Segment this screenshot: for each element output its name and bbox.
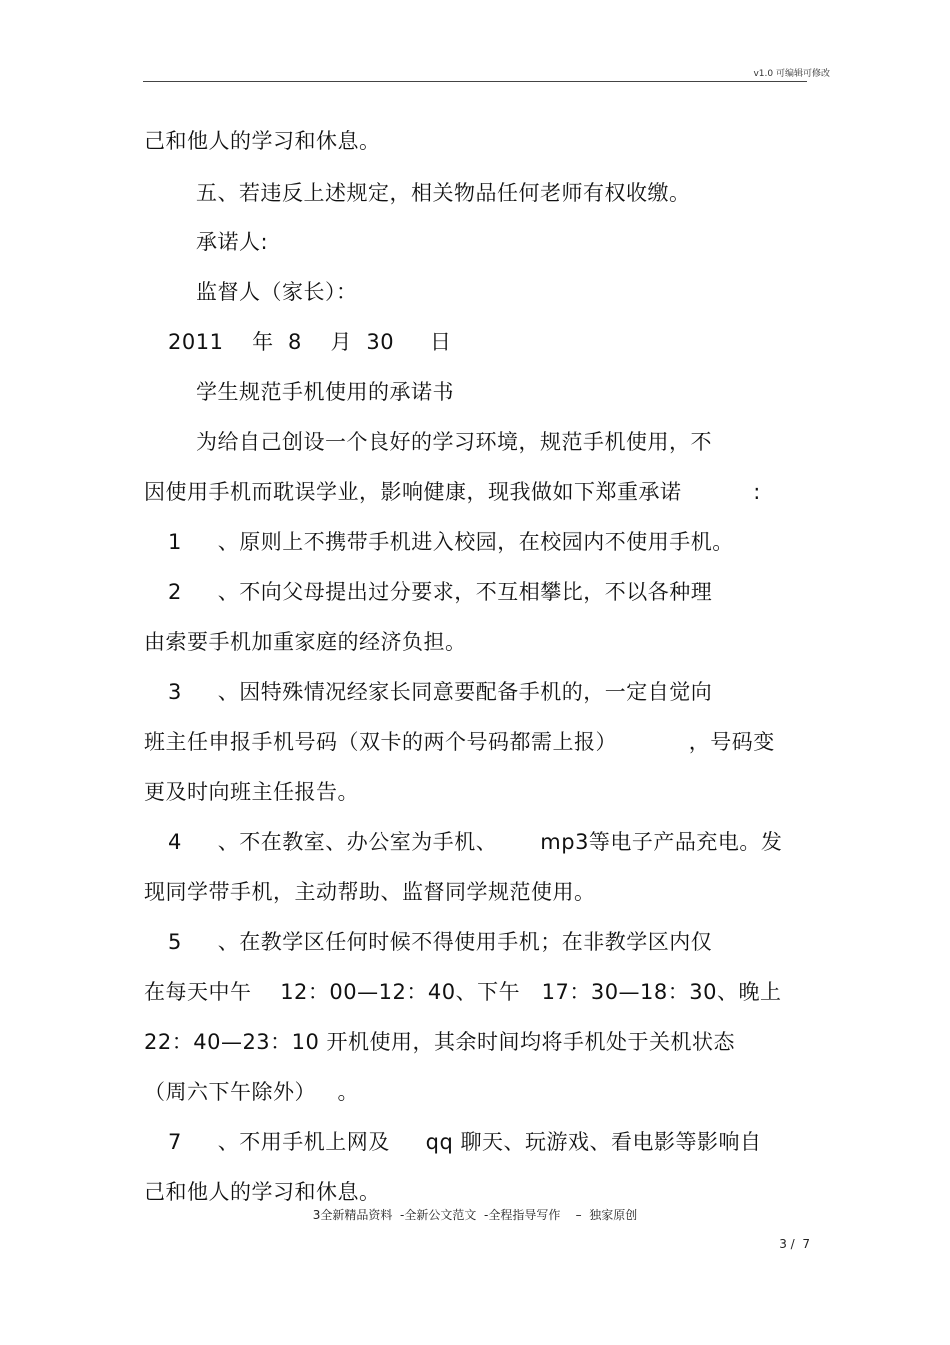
header-version-tag: v1.0 可编辑可修改: [753, 69, 830, 79]
footer-note: 3全新精品资料 -全新公文范文 -全程指导写作 – 独家原创: [312, 1208, 638, 1222]
date-line: 2011 年 8 月 30 日: [168, 330, 452, 354]
document-title: 学生规范手机使用的承诺书: [196, 380, 454, 404]
text-line: 己和他人的学习和休息。: [144, 129, 381, 153]
list-item: 4 、不在教室、办公室为手机、 mp3等电子产品充电。发: [168, 830, 783, 854]
page-number: 3 / 7: [779, 1237, 810, 1251]
text-line: 为给自己创设一个良好的学习环境，规范手机使用，不: [196, 430, 712, 454]
header-rule: [143, 81, 807, 82]
text-line: 监督人（家长）：: [196, 280, 358, 304]
text-line: 班主任申报手机号码（双卡的两个号码都需上报） ，号码变: [144, 730, 775, 754]
text-line: 在每天中午 12：00—12：40、下午 17：30—18：30、晚上: [144, 980, 782, 1004]
text-line: 因使用手机而耽误学业，影响健康，现我做如下郑重承诺 :: [144, 480, 761, 504]
text-line: 更及时向班主任报告。: [144, 780, 359, 804]
list-item: 3 、因特殊情况经家长同意要配备手机的，一定自觉向: [168, 680, 713, 704]
text-line: 由索要手机加重家庭的经济负担。: [144, 630, 467, 654]
list-item: 5 、在教学区任何时候不得使用手机；在非教学区内仅: [168, 930, 713, 954]
text-line: 现同学带手机，主动帮助、监督同学规范使用。: [144, 880, 596, 904]
text-line: 己和他人的学习和休息。: [144, 1180, 381, 1204]
text-line: 22：40—23：10 开机使用，其余时间均将手机处于关机状态: [144, 1030, 736, 1054]
list-item: 1 、原则上不携带手机进入校园，在校园内不使用手机。: [168, 530, 734, 554]
text-line: （周六下午除外） 。: [144, 1080, 360, 1104]
text-line: 五、若违反上述规定，相关物品任何老师有权收缴。: [196, 181, 691, 205]
list-item: 2 、不向父母提出过分要求，不互相攀比，不以各种理: [168, 580, 713, 604]
list-item: 7 、不用手机上网及 qq 聊天、玩游戏、看电影等影响自: [168, 1130, 762, 1154]
text-line: 承诺人:: [196, 230, 269, 254]
